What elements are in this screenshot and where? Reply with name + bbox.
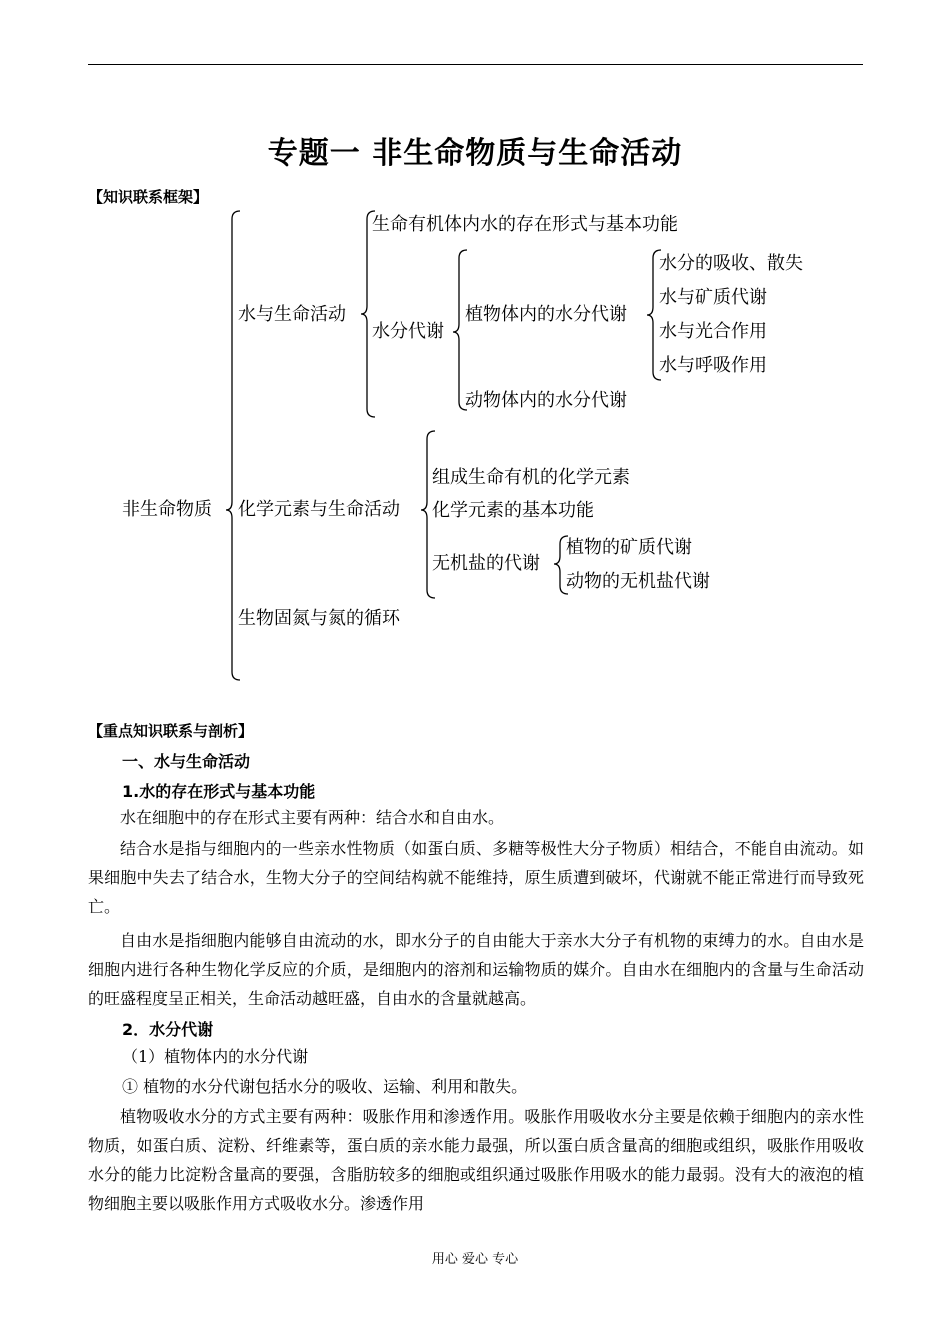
paragraph-plant-metabolism: ① 植物的水分代谢包括水分的吸收、运输、利用和散失。 <box>122 1077 528 1096</box>
page-footer: 用心 爱心 专心 <box>431 1252 519 1267</box>
node-compose: 组成生命有机的化学元素 <box>432 467 630 488</box>
paragraph-free-water: 自由水是指细胞内能够自由流动的水，即水分子的自由能大于亲水大分子有机物的束缚力的水。自由水是细胞内进行各种生物化学反应的介质，是细胞内的溶剂和运输物质的媒介。自由水在细胞内的含量与生命活动的旺盛程度呈正相关，生命活动越旺盛，自由水的含量就越高。 <box>88 931 864 1008</box>
key-heading: 【重点知识联系与剖析】 <box>88 722 254 740</box>
section-2-1-heading: （1）植物体内的水分代谢 <box>122 1047 309 1066</box>
node-animal-salt: 动物的无机盐代谢 <box>566 571 710 592</box>
node-animal-water: 动物体内的水分代谢 <box>465 390 627 411</box>
node-water-life: 水与生命活动 <box>238 304 346 325</box>
section-1-heading: 一、水与生命活动 <box>122 752 251 771</box>
node-resp: 水与呼吸作用 <box>659 355 767 376</box>
node-nitrogen: 生物固氮与氮的循环 <box>238 608 400 629</box>
node-inorganic: 无机盐的代谢 <box>432 553 540 574</box>
framework-heading: 【知识联系框架】 <box>88 188 209 206</box>
brace-water-metabolism <box>453 250 467 410</box>
section-2-heading: 2．水分代谢 <box>122 1020 214 1039</box>
paragraph-bound-water: 结合水是指与细胞内的一些亲水性物质（如蛋白质、多糖等极性大分子物质）相结合，不能自由流动。如果细胞中失去了结合水，生物大分子的空间结构就不能维持，原生质遭到破坏，代谢就不能正常进行而导致死亡。 <box>88 839 864 916</box>
paragraph-water-forms: 水在细胞中的存在形式主要有两种：结合水和自由水。 <box>120 808 505 827</box>
node-plant-mineral: 植物的矿质代谢 <box>566 537 692 558</box>
node-basic-func: 化学元素的基本功能 <box>432 500 594 521</box>
node-water-forms: 生命有机体内水的存在形式与基本功能 <box>372 214 678 235</box>
node-root: 非生命物质 <box>122 499 212 520</box>
node-absorb: 水分的吸收、散失 <box>659 253 803 274</box>
section-1-1-heading: 1.水的存在形式与基本功能 <box>122 782 316 801</box>
node-photo: 水与光合作用 <box>659 321 767 342</box>
node-chem-life: 化学元素与生命活动 <box>238 499 400 520</box>
node-water-metabolism: 水分代谢 <box>372 321 444 342</box>
node-mineral: 水与矿质代谢 <box>659 287 767 308</box>
node-plant-water: 植物体内的水分代谢 <box>465 304 627 325</box>
page-title: 专题一 非生命物质与生命活动 <box>267 136 683 171</box>
paragraph-absorption: 植物吸收水分的方式主要有两种：吸胀作用和渗透作用。吸胀作用吸收水分主要是依赖于细胞内的亲水性物质，如蛋白质、淀粉、纤维素等，蛋白质的亲水能力最强，所以蛋白质含量高的细胞或组织，吸胀作用吸收水分的能力比淀粉含量高的要强，含脂肪较多的细胞或组织通过吸胀作用吸水的能力最弱。没有大的液泡的植物细胞主要以吸胀作用方式吸收水分。渗透作用 <box>88 1107 864 1213</box>
brace-water-life <box>361 211 375 417</box>
